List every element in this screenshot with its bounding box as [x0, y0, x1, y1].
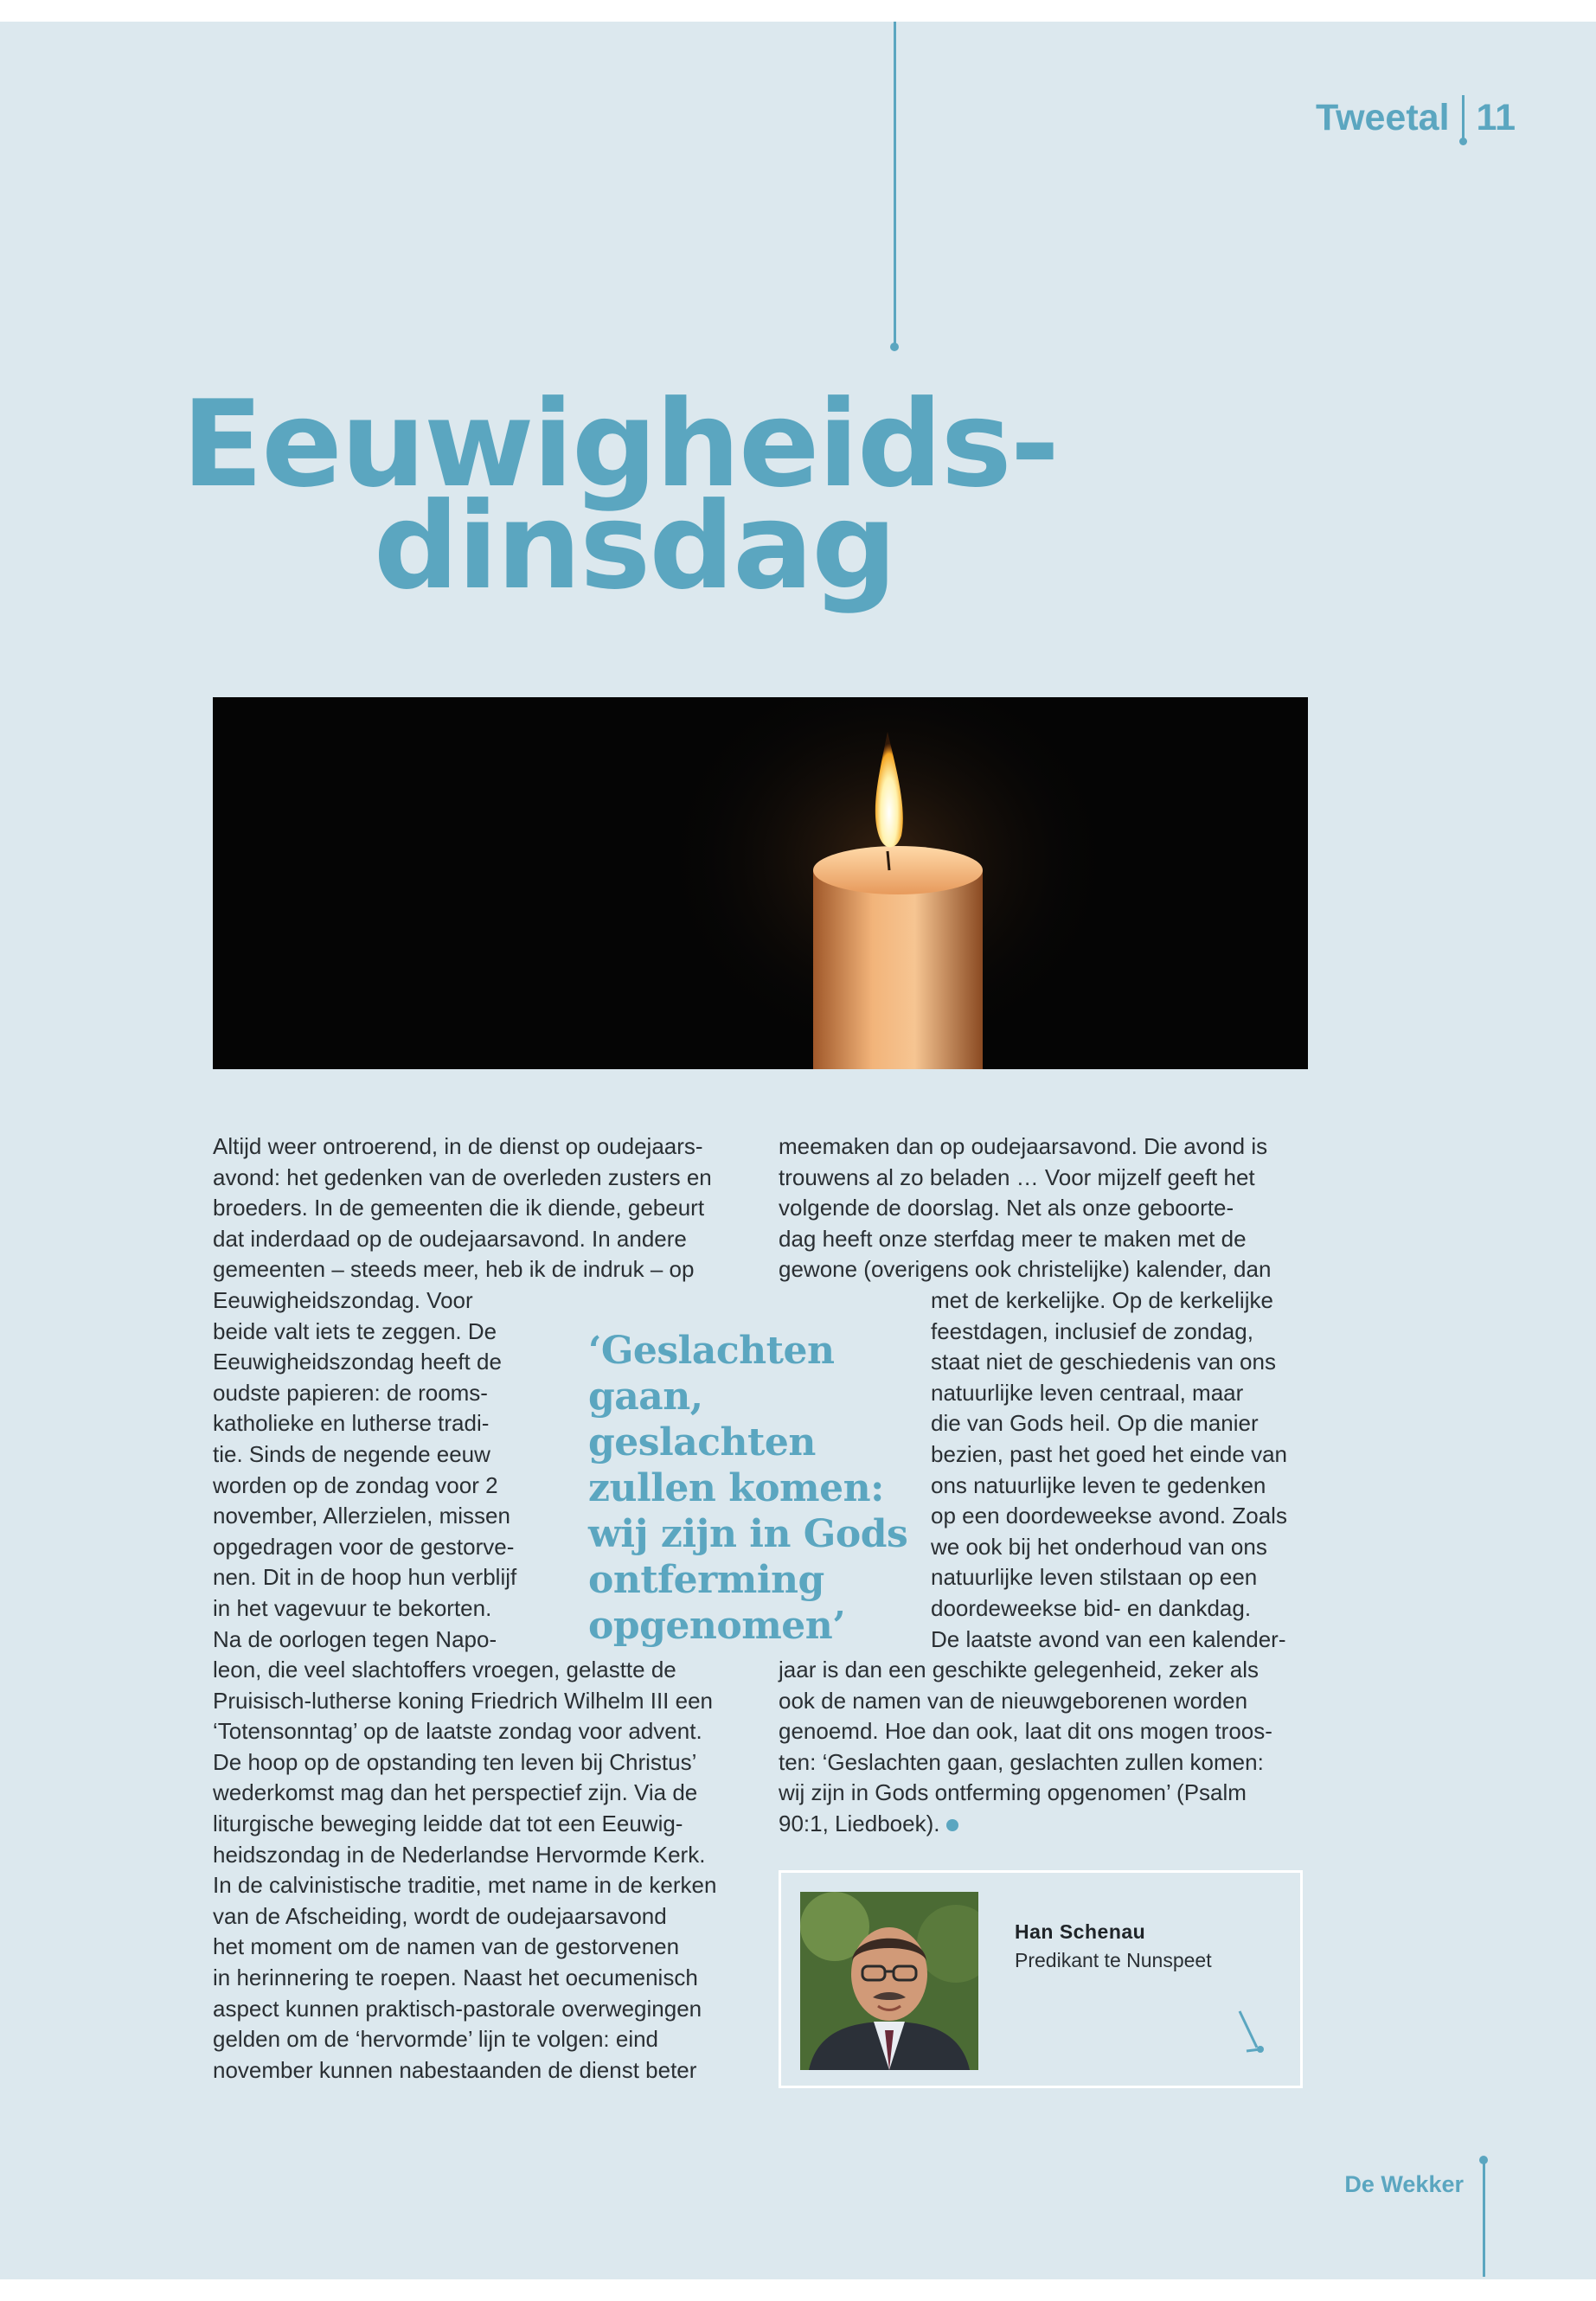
author-role: Predikant te Nunspeet: [1015, 1949, 1212, 1971]
end-mark-icon: [946, 1819, 958, 1831]
author-name: Han Schenau: [1015, 1920, 1146, 1943]
article-line: opgedragen voor de gestorve-: [213, 1533, 515, 1560]
bottom-divider-line: [1483, 2159, 1485, 2277]
article-line: gemeenten – steeds meer, heb ik de indruk – op: [213, 1256, 695, 1283]
article-line: [779, 1655, 1315, 1686]
article-line: [779, 1131, 1315, 1163]
article-line-text: bezien, past het goed het einde van: [931, 1440, 1287, 1467]
article-line: Eeuwigheidszondag. Voor: [213, 1286, 473, 1313]
article-line: In de calvinistische traditie, met name in de kerken: [213, 1872, 717, 1899]
article-line-text: feestdagen, inclusief de zondag,: [931, 1317, 1253, 1344]
article-line: [779, 1716, 1315, 1747]
article-line: in het vagevuur te bekorten.: [213, 1594, 492, 1621]
pull-quote-line: wij zijn in Gods: [588, 1512, 908, 1556]
article-title: [182, 375, 1059, 616]
bottom-divider-dot: [1479, 2156, 1488, 2164]
article-line: broeders. In de gemeenten die ik diende, gebeurt: [213, 1195, 705, 1221]
article-line: katholieke en lutherse tradi-: [213, 1410, 490, 1437]
article-line: Na de oorlogen tegen Napo-: [213, 1625, 497, 1652]
article-line-text: dag heeft onze sterfdag meer te maken met de: [779, 1225, 1247, 1252]
article-line-text: doordeweekse bid- en dankdag.: [931, 1594, 1252, 1621]
title-line-2: dinsdag: [373, 477, 895, 616]
article-line: [779, 1163, 1315, 1194]
article-line: in herinnering te roepen. Naast het oecumenisch: [213, 1965, 698, 1991]
pull-quote-line: ‘Geslachten: [588, 1329, 835, 1373]
article-line-text: natuurlijke leven centraal, maar: [931, 1379, 1244, 1406]
pull-quote-line: zullen komen:: [588, 1466, 884, 1510]
section-name: Tweetal: [1316, 96, 1450, 138]
author-box: [779, 1870, 1303, 2088]
pull-quote-line: ontferming: [588, 1558, 824, 1602]
article-line: [779, 1285, 1315, 1317]
article-line-text: we ook bij het onderhoud van ons: [931, 1533, 1267, 1560]
article-line: dat inderdaad op de oudejaarsavond. In andere: [213, 1225, 687, 1252]
article-line: liturgische beweging leidde dat tot een Eeuwig-: [213, 1811, 683, 1837]
article-line-text: volgende de doorslag. Net als onze geboorte-: [779, 1195, 1234, 1221]
article-line: [779, 1193, 1315, 1224]
article-line-text: genoemd. Hoe dan ook, laat dit ons mogen troos-: [779, 1718, 1272, 1745]
candle-photo: [213, 697, 1308, 1069]
pull-quote-line: opgenomen’: [588, 1604, 846, 1648]
article-line: [779, 1686, 1315, 1717]
header-separator: [1462, 95, 1465, 140]
article-line: Altijd weer ontroerend, in de dienst op oudejaars-: [213, 1133, 703, 1159]
article-line: het moment om de namen van de gestorvenen: [213, 1933, 680, 1960]
article-line-text: ook de namen van de nieuwgeborenen worden: [779, 1687, 1248, 1714]
section-header: [1316, 95, 1516, 140]
article-line-text: gewone (overigens ook christelijke) kalender, dan: [779, 1256, 1272, 1283]
article-line: avond: het gedenken van de overleden zusters en: [213, 1163, 712, 1190]
article-line: Pruisisch-lutherse koning Friedrich Wilhelm III een: [213, 1687, 713, 1714]
page-number: 11: [1476, 96, 1516, 138]
pull-quote: [588, 1328, 917, 1649]
article-line-text: jaar is dan een geschikte gelegenheid, zeker als: [779, 1657, 1259, 1683]
pen-mark-icon: [1233, 2008, 1267, 2060]
article-line: [779, 1254, 1315, 1285]
article-line-text: met de kerkelijke. Op de kerkelijke: [931, 1286, 1273, 1313]
article-line-text: trouwens al zo beladen … Voor mijzelf geeft het: [779, 1163, 1255, 1190]
author-portrait: [800, 1892, 978, 2070]
title-line-1: Eeuwigheids-: [182, 375, 1059, 514]
article-line-text: 90:1, Liedboek).: [779, 1811, 940, 1837]
article-line-text: meemaken dan op oudejaarsavond. Die avond is: [779, 1133, 1268, 1159]
article-line: november kunnen nabestaanden de dienst beter: [213, 2056, 697, 2083]
article-line: beide valt iets te zeggen. De: [213, 1317, 497, 1344]
article-line: oudste papieren: de rooms-: [213, 1379, 488, 1406]
article-line: van de Afscheiding, wordt de oudejaarsavond: [213, 1902, 667, 1929]
article-line: wederkomst mag dan het perspectief zijn. Via de: [213, 1779, 698, 1806]
article-line: nen. Dit in de hoop hun verblijf: [213, 1564, 517, 1591]
article-line-text: staat niet de geschiedenis van ons: [931, 1349, 1276, 1375]
top-divider-line: [894, 22, 896, 346]
article-line: De hoop op de opstanding ten leven bij Christus’: [213, 1748, 697, 1775]
article-line-text: ten: ‘Geslachten gaan, geslachten zullen komen:: [779, 1748, 1264, 1775]
article-line-text: wij zijn in Gods ontferming opgenomen’ (Psalm: [779, 1779, 1247, 1806]
article-line-text: De laatste avond van een kalender-: [931, 1625, 1286, 1652]
candle-icon: [213, 697, 1308, 1069]
article-line-text: natuurlijke leven stilstaan op een: [931, 1564, 1258, 1591]
article-line: november, Allerzielen, missen: [213, 1503, 510, 1529]
article-line: [779, 1224, 1315, 1255]
article-line: leon, die veel slachtoffers vroegen, gelastte de: [213, 1657, 676, 1683]
article-line: [779, 1778, 1315, 1809]
magazine-name: De Wekker: [1344, 2171, 1464, 2197]
author-avatar-icon: [800, 1892, 978, 2070]
article-line-text: ons natuurlijke leven te gedenken: [931, 1471, 1266, 1498]
article-line: aspect kunnen praktisch-pastorale overwegingen: [213, 1995, 702, 2022]
article-line: ‘Totensonntag’ op de laatste zondag voor advent.: [213, 1718, 702, 1745]
pull-quote-line: gaan, geslachten: [588, 1375, 816, 1465]
article-line: heidszondag in de Nederlandse Hervormde Kerk.: [213, 1841, 706, 1868]
article-line: worden op de zondag voor 2: [213, 1471, 498, 1498]
top-divider-dot: [890, 343, 899, 351]
article-line-text: die van Gods heil. Op die manier: [931, 1410, 1259, 1437]
article-line-text: op een doordeweekse avond. Zoals: [931, 1503, 1287, 1529]
article-line: Eeuwigheidszondag heeft de: [213, 1349, 502, 1375]
article-line: [779, 1809, 1315, 1840]
article-line: tie. Sinds de negende eeuw: [213, 1440, 490, 1467]
article-line: [779, 1747, 1315, 1779]
article-line: gelden om de ‘hervormde’ lijn te volgen: eind: [213, 2026, 659, 2053]
